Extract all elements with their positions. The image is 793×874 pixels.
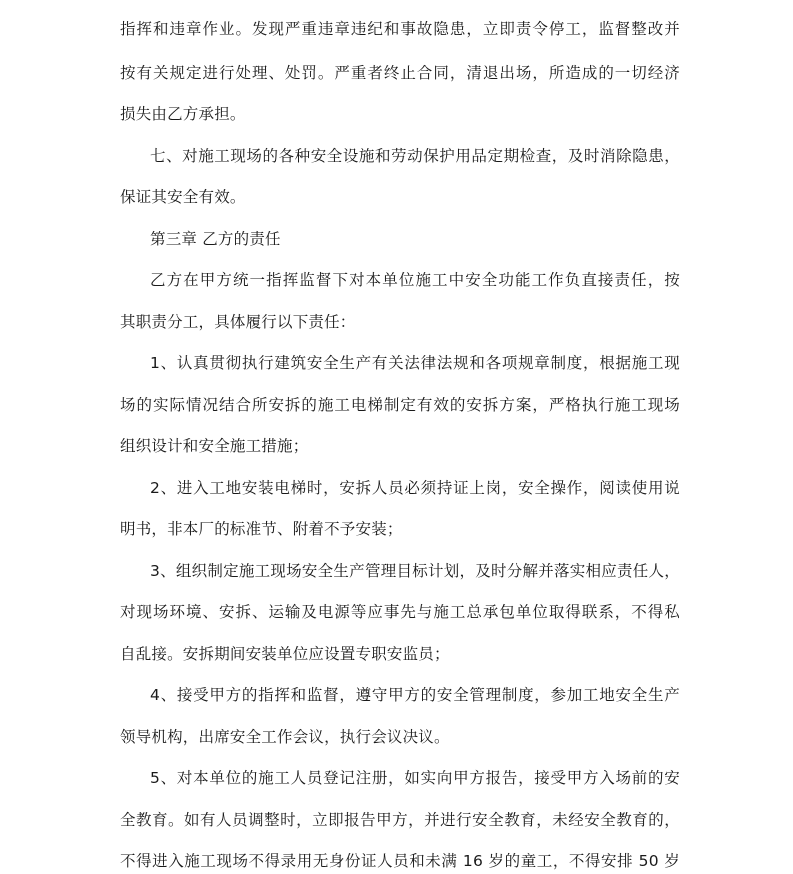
text-line: 对现场环境、安拆、运输及电源等应事先与施工总承包单位取得联系，不得私 — [120, 603, 680, 621]
chapter-heading: 第三章 乙方的责任 — [150, 230, 281, 248]
text-line: 自乱接。安拆期间安装单位应设置专职安监员； — [120, 645, 450, 663]
text-line: 乙方在甲方统一指挥监督下对本单位施工中安全功能工作负直接责任，按 — [150, 271, 680, 289]
text-line: 明书，非本厂的标准节、附着不予安装； — [120, 520, 403, 538]
text-line: 2、进入工地安装电梯时，安拆人员必须持证上岗，安全操作，阅读使用说 — [150, 479, 680, 497]
text-line: 3、组织制定施工现场安全生产管理目标计划，及时分解并落实相应责任人， — [150, 562, 680, 580]
text-line: 4、接受甲方的指挥和监督，遵守甲方的安全管理制度，参加工地安全生产 — [150, 686, 680, 704]
text-line: 场的实际情况结合所安拆的施工电梯制定有效的安拆方案，严格执行施工现场 — [120, 396, 680, 414]
text-line: 1、认真贯彻执行建筑安全生产有关法律法规和各项规章制度，根据施工现 — [150, 354, 680, 372]
text-line: 全教育。如有人员调整时，立即报告甲方，并进行安全教育，未经安全教育的， — [120, 811, 680, 829]
text-line: 其职责分工，具体履行以下责任： — [120, 313, 356, 331]
text-line: 组织设计和安全施工措施； — [120, 437, 309, 455]
text-line: 损失由乙方承担。 — [120, 105, 246, 123]
text-line: 5、对本单位的施工人员登记注册，如实向甲方报告，接受甲方入场前的安 — [150, 769, 680, 787]
text-line: 按有关规定进行处理、处罚。严重者终止合同，清退出场，所造成的一切经济 — [120, 64, 680, 82]
text-line: 领导机构，出席安全工作会议，执行会议决议。 — [120, 728, 450, 746]
text-line: 指挥和违章作业。发现严重违章违纪和事故隐患，立即责令停工，监督整改并 — [120, 20, 680, 38]
text-line: 七、对施工现场的各种安全设施和劳动保护用品定期检查，及时消除隐患， — [150, 147, 680, 165]
text-line: 不得进入施工现场不得录用无身份证人员和未满 16 岁的童工，不得安排 50 岁 — [120, 852, 680, 870]
text-line: 保证其安全有效。 — [120, 188, 246, 206]
